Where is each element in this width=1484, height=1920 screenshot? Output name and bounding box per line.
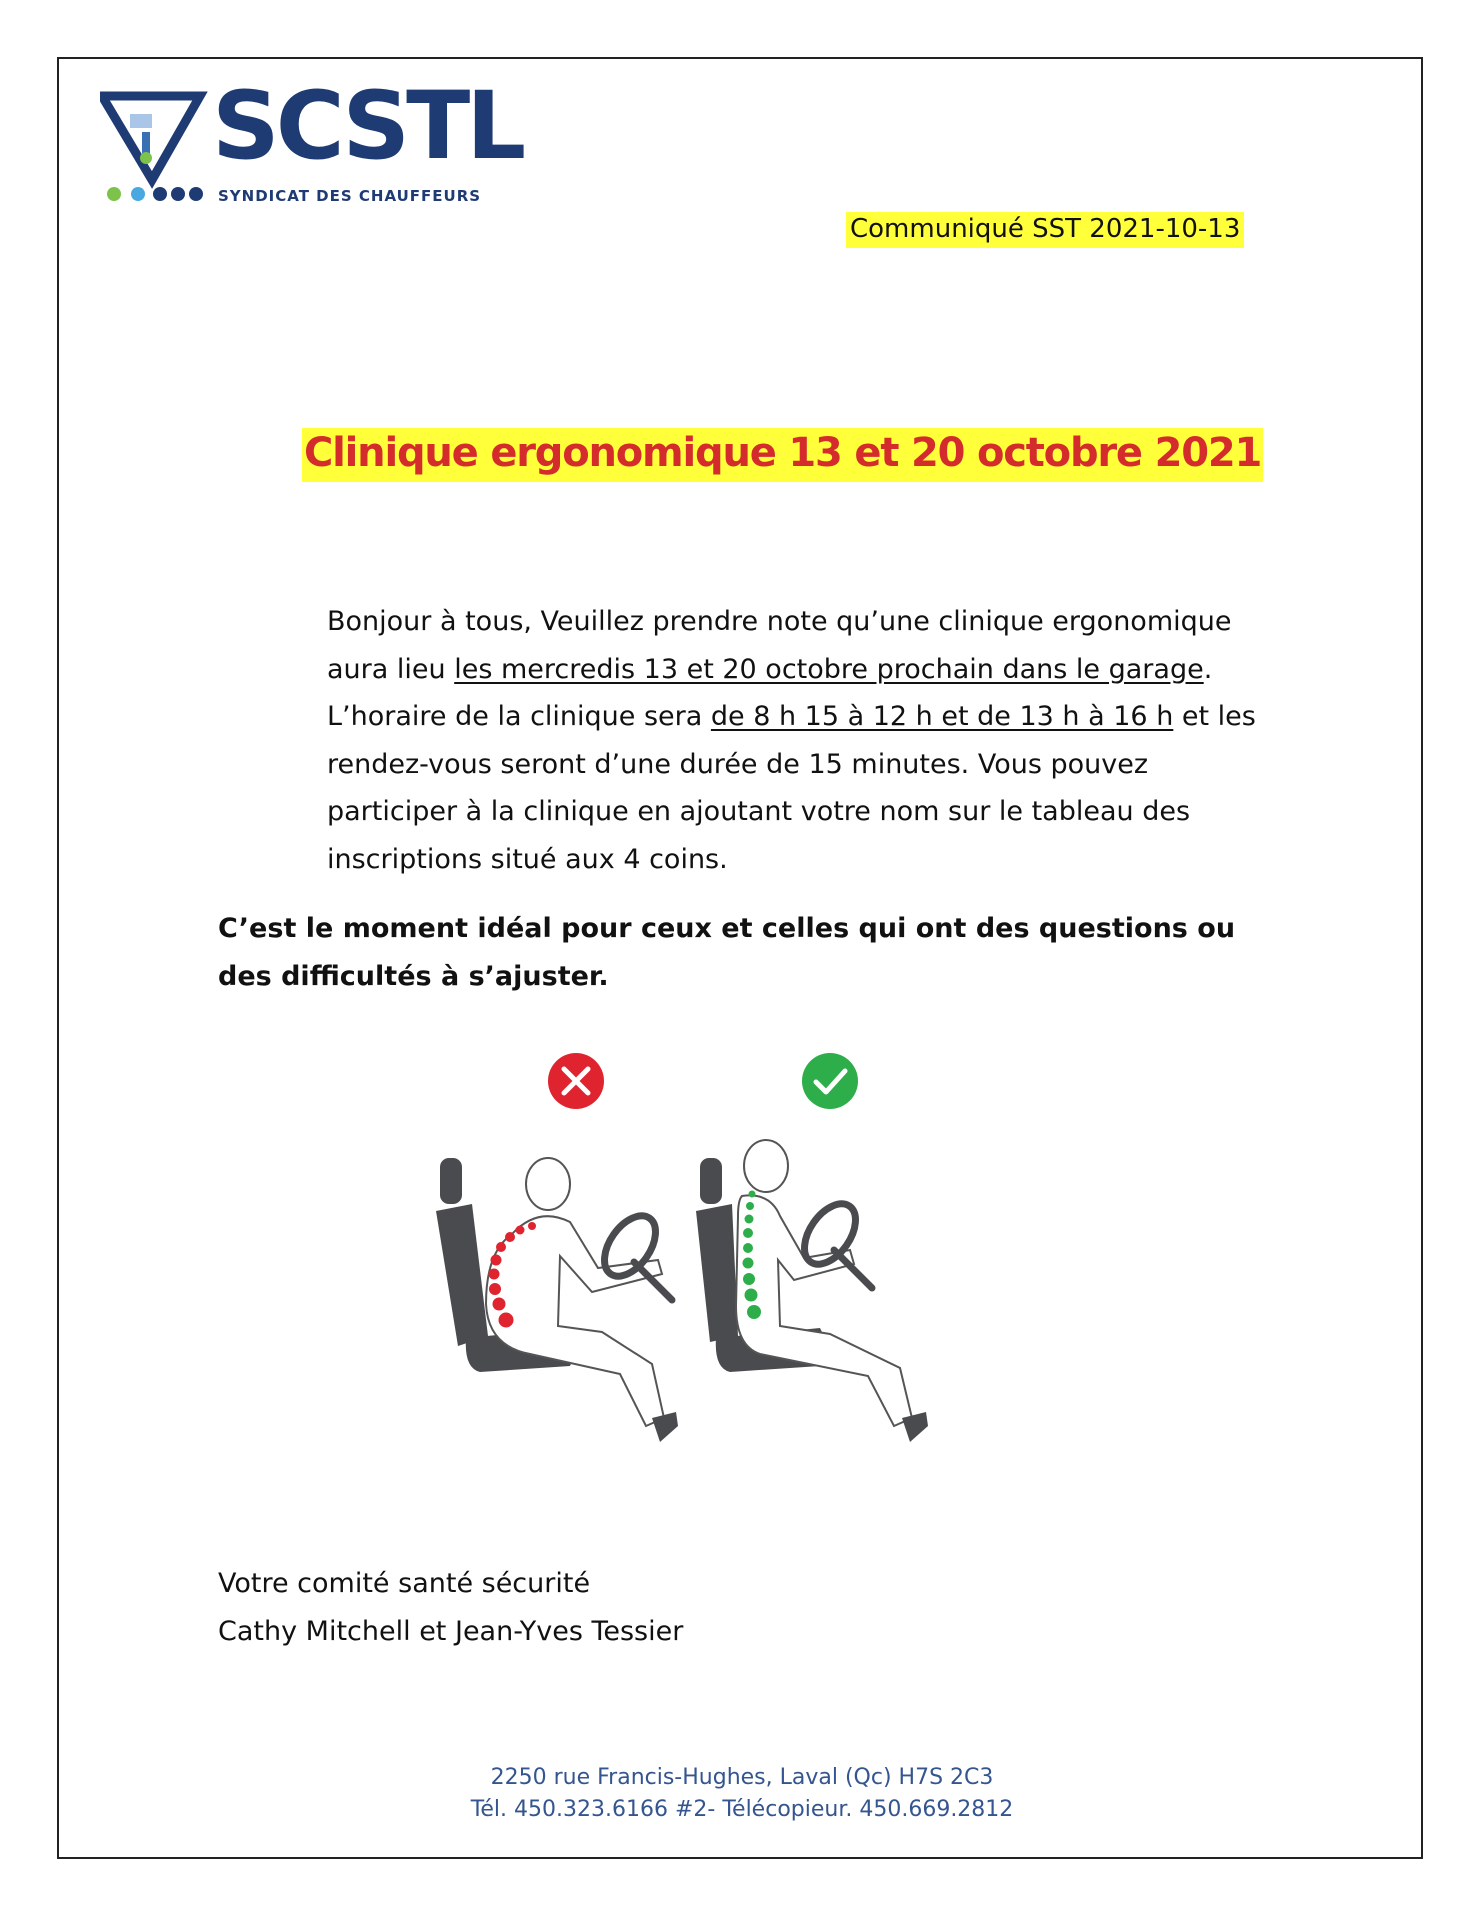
good-posture-figure xyxy=(696,1140,928,1442)
scstl-logo xyxy=(100,72,523,208)
text-run: Bonjour à tous, Veuillez prendre note qu’une clinique ergonomique aura lieu xyxy=(327,606,1232,685)
underlined-hours: de 8 h 15 à 12 h et de 13 h à 16 h xyxy=(710,701,1174,732)
text-run: . L’horaire de la clinique sera xyxy=(327,653,1213,732)
page-title: Clinique ergonomique 13 et 20 octobre 2021 xyxy=(302,428,1263,482)
check-circle-icon xyxy=(802,1053,858,1109)
logo-subtitle: SYNDICAT DES CHAUFFEURS xyxy=(218,187,482,205)
signature-names: Cathy Mitchell et Jean-Yves Tessier xyxy=(218,1615,684,1647)
underlined-dates: les mercredis 13 et 20 octobre prochain dans le garage xyxy=(454,653,1204,685)
footer-contact: Tél. 450.323.6166 #2- Télécopieur. 450.669.2812 xyxy=(470,1797,1014,1822)
communique-reference: Communiqué SST 2021-10-13 xyxy=(846,212,1244,248)
footer xyxy=(0,1762,1484,1826)
signature-block xyxy=(218,1560,683,1655)
bad-posture-figure xyxy=(436,1158,678,1442)
signature-committee: Votre comité santé sécurité xyxy=(218,1568,591,1599)
paragraph-emphasis: C’est le moment idéal pour ceux et celles qui ont des questions ou des difficultés à s’ajuster. xyxy=(218,913,1236,992)
text-run: et les rendez-vous seront d’une durée de 15 minutes. Vous pouvez participer à la clinique en ajoutant votre nom sur le tableau des inscriptions situé aux 4 coins. xyxy=(327,701,1256,875)
logo-wordmark: SCSTL xyxy=(212,72,523,181)
footer-address: 2250 rue Francis-Hughes, Laval (Qc) H7S 2C3 xyxy=(490,1765,994,1790)
logo-emblem xyxy=(100,88,220,208)
posture-illustration xyxy=(420,1046,1060,1466)
body-text xyxy=(218,598,1258,1000)
paragraph-main xyxy=(218,598,1258,883)
x-circle-icon xyxy=(548,1053,604,1109)
